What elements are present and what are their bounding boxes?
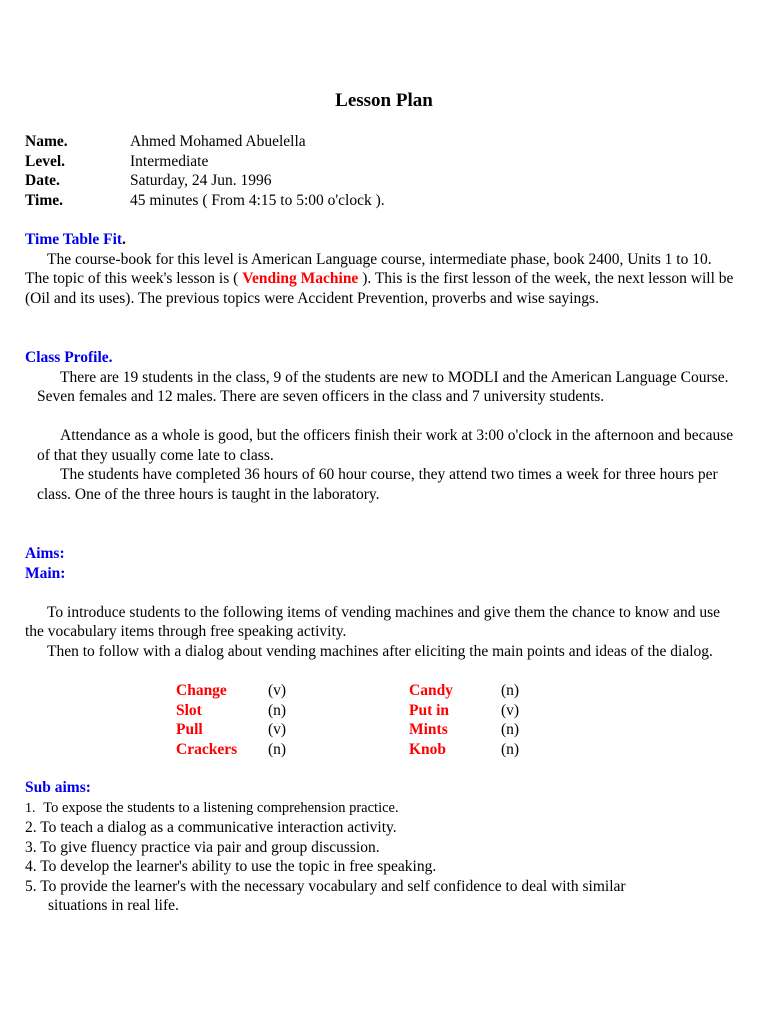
- section-heading: Aims:: [25, 545, 65, 562]
- vocab-row: [0, 740, 768, 760]
- info-label: Date.: [25, 172, 60, 189]
- info-value: Saturday, 24 Jun. 1996: [130, 172, 272, 189]
- list-item-continuation: situations in real life.: [48, 897, 179, 914]
- list-item: 5. To provide the learner's with the necessary vocabulary and self confidence to deal with similar: [25, 877, 626, 895]
- timetable-paragraph: The course-book for this level is American Language course, intermediate phase, book 2400, Units 1 to 10. The topic of this week's lesson is ( Vending Machine ). This is the first lesson of the week, the next lesson will be (Oil and its uses). The previous topics were Accident Prevention, proverbs and wise sayings.: [25, 250, 734, 307]
- info-value: 45 minutes ( From 4:15 to 5:00 o'clock ).: [130, 191, 385, 209]
- paragraph: To introduce students to the following items of vending machines and give them the chance to know and use the vocabulary items through free speaking activity.: [25, 603, 721, 640]
- paragraph: The students have completed 36 hours of 60 hour course, they attend two times a week for three hours per class. One of the three hours is taught in the laboratory.: [37, 466, 718, 503]
- info-row-name: [25, 132, 385, 152]
- vocab-word: Put in: [409, 701, 450, 719]
- info-row-date: [25, 171, 385, 191]
- info-row-level: [25, 152, 385, 172]
- topic-highlight: Vending Machine: [242, 270, 359, 287]
- section-aims: [25, 544, 737, 661]
- subsection-heading: Main:: [25, 564, 66, 582]
- vocab-word: Mints: [409, 721, 448, 738]
- list-item: 2. To teach a dialog as a communicative interaction activity.: [25, 819, 397, 836]
- vocab-pos: (n): [501, 682, 520, 699]
- vocab-pos: (n): [268, 701, 287, 719]
- section-heading: Time Table Fit.: [25, 231, 126, 248]
- list-item: 1. To expose the students to a listening comprehension practice.: [25, 799, 399, 816]
- vocab-pos: (v): [501, 701, 520, 719]
- info-label: Level.: [25, 152, 66, 170]
- vocab-pos: (n): [501, 721, 520, 738]
- list-item: 4. To develop the learner's ability to use the topic in free speaking.: [25, 858, 437, 875]
- section-heading: Class Profile.: [25, 349, 113, 366]
- vocab-pos: (v): [268, 721, 287, 738]
- vocab-row: [0, 681, 768, 701]
- info-row-time: [25, 191, 385, 211]
- paragraph: There are 19 students in the class, 9 of the students are new to MODLI and the American Language Course. Seven females and 12 males. There are seven officers in the class and 7 university students.: [37, 368, 729, 405]
- vocab-row: [0, 720, 768, 740]
- info-value: Ahmed Mohamed Abuelella: [130, 133, 306, 150]
- info-label: Name.: [25, 133, 68, 150]
- vocab-word: Change: [176, 682, 227, 699]
- section-sub-aims: [25, 778, 745, 916]
- paragraph: Attendance as a whole is good, but the officers finish their work at 3:00 o'clock in the afternoon and because of that they usually come late to class.: [37, 427, 734, 464]
- vocab-pos: (v): [268, 682, 287, 699]
- section-timetable: [25, 230, 737, 308]
- info-label: Time.: [25, 191, 64, 209]
- page-title: Lesson Plan: [335, 90, 433, 111]
- vocab-row: [0, 701, 768, 721]
- class-profile-body: [25, 368, 737, 505]
- info-table: [25, 132, 385, 210]
- vocab-word: Pull: [176, 721, 203, 738]
- vocab-pos: (n): [268, 740, 287, 758]
- vocab-word: Candy: [409, 682, 453, 699]
- vocab-word: Slot: [176, 701, 202, 719]
- section-class-profile: [25, 348, 737, 504]
- section-heading: Sub aims:: [25, 779, 91, 796]
- paragraph: Then to follow with a dialog about vending machines after eliciting the main points and ideas of the dialog.: [47, 642, 713, 660]
- info-value: Intermediate: [130, 152, 209, 170]
- sub-aims-list: [25, 798, 745, 916]
- vocab-word: Crackers: [176, 740, 238, 758]
- list-item: 3. To give fluency practice via pair and group discussion.: [25, 838, 380, 856]
- vocab-word: Knob: [409, 740, 447, 758]
- vocab-pos: (n): [501, 740, 520, 758]
- vocabulary-table: [0, 681, 768, 759]
